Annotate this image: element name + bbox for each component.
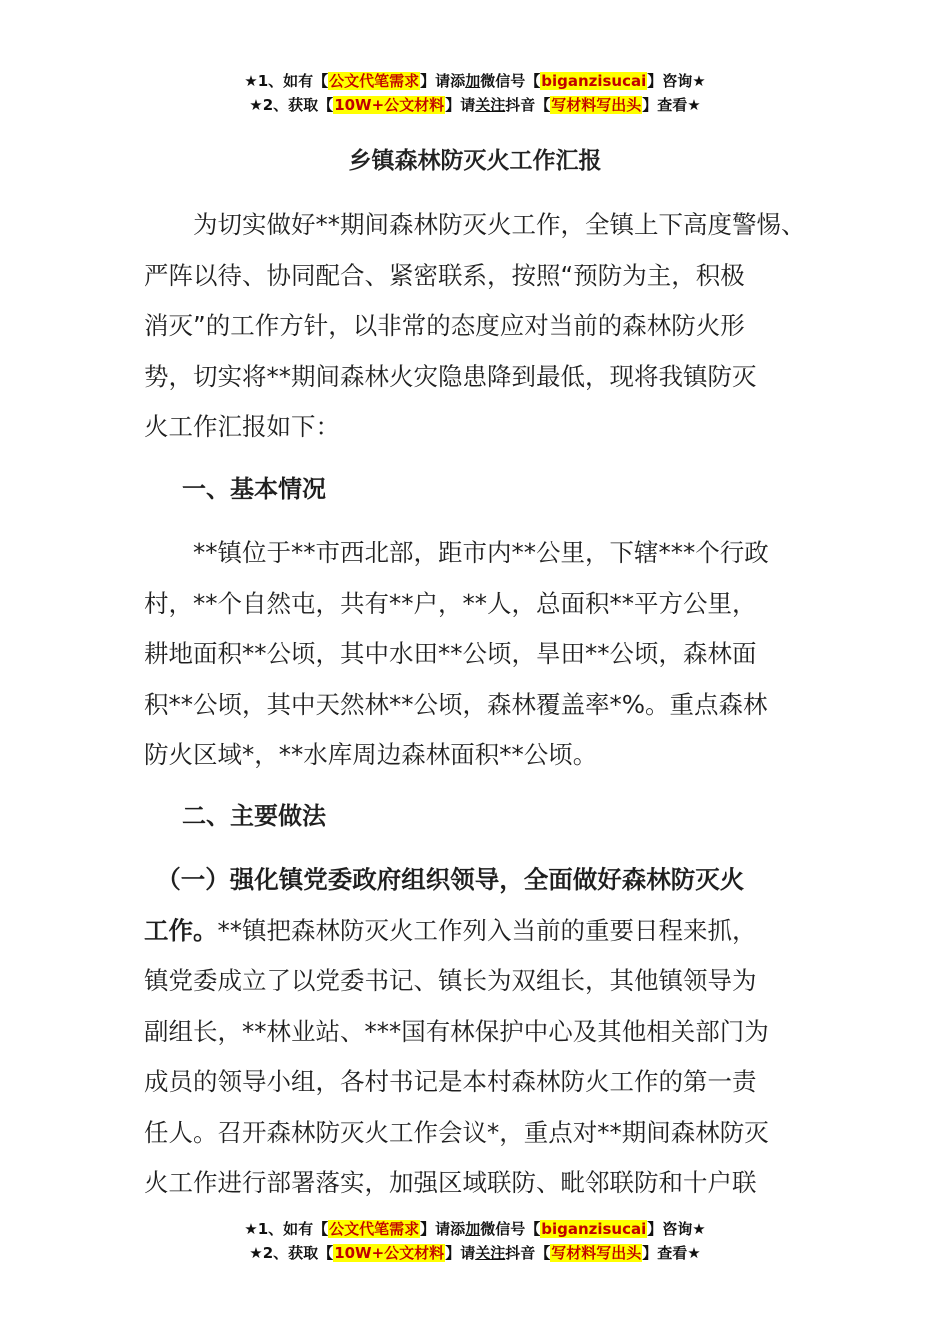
bottom-banner xyxy=(0,1217,950,1265)
banner-highlight: 写材料写出头 xyxy=(551,1244,642,1262)
top-banner xyxy=(0,69,950,117)
banner-line-1 xyxy=(0,69,950,93)
banner-highlight: biganzisucai xyxy=(541,1220,647,1238)
banner-line-2 xyxy=(0,1241,950,1265)
banner-highlight: biganzisucai xyxy=(541,72,647,90)
banner-highlight: 10W+公文材料 xyxy=(334,1244,445,1262)
banner-line-1 xyxy=(0,1217,950,1241)
banner-text: 微信号【 xyxy=(480,1220,541,1238)
paragraph-line: 任人。召开森林防灭火工作会议*，重点对**期间森林防灭 xyxy=(144,1117,769,1147)
subsection-1-paragraph xyxy=(144,855,816,1209)
subsection-heading-end: 工作。 xyxy=(144,915,218,945)
banner-underline: 关注 xyxy=(475,96,506,114)
paragraph-line: 防火区域*，**水库周边森林面积**公顷。 xyxy=(144,740,598,769)
banner-underline: 关注 xyxy=(475,1244,506,1262)
banner-text: ★1、如有【 xyxy=(244,1220,329,1238)
banner-highlight: 公文代笔需求 xyxy=(329,72,420,90)
paragraph-line: 耕地面积**公顷，其中水田**公顷，旱田**公顷，森林面 xyxy=(144,639,757,668)
banner-text: 】查看★ xyxy=(642,96,701,114)
section-heading-main-practices: 二、主要做法 xyxy=(182,802,326,830)
paragraph-line: 火工作进行部署落实，加强区域联防、毗邻联防和十户联 xyxy=(144,1168,757,1197)
banner-text: 】咨询★ xyxy=(647,1220,706,1238)
basic-situation-paragraph xyxy=(144,528,816,781)
banner-highlight: 写材料写出头 xyxy=(551,96,642,114)
banner-text: 】请 xyxy=(445,96,476,114)
banner-underline: 加 xyxy=(465,1220,481,1238)
paragraph-line: 严阵以待、协同配合、紧密联系，按照“预防为主，积极 xyxy=(144,260,745,290)
banner-text: 微信号【 xyxy=(480,72,541,90)
banner-text: 】请 xyxy=(445,1244,476,1262)
banner-text: ★2、获取【 xyxy=(249,1244,334,1262)
banner-text: 抖音【 xyxy=(505,1244,551,1262)
paragraph-text: **镇把森林防灭火工作列入当前的重要日程来抓， xyxy=(217,915,757,945)
paragraph-line: 积**公顷，其中天然林**公顷，森林覆盖率*%。重点森林 xyxy=(144,689,768,719)
paragraph-line: 势，切实将**期间森林火灾隐患降到最低，现将我镇防灭 xyxy=(144,361,757,391)
paragraph-line: 火工作汇报如下： xyxy=(144,412,340,441)
paragraph-line: 副组长，**林业站、***国有林保护中心及其他相关部门为 xyxy=(144,1016,769,1046)
banner-text: 】咨询★ xyxy=(647,72,706,90)
paragraph-line: 消灭”的工作方针，以非常的态度应对当前的森林防火形 xyxy=(144,311,745,340)
paragraph-line: 镇党委成立了以党委书记、镇长为双组长，其他镇领导为 xyxy=(144,966,757,995)
banner-highlight: 10W+公文材料 xyxy=(334,96,445,114)
paragraph-line: 成员的领导小组，各村书记是本村森林防火工作的第一责 xyxy=(144,1067,757,1096)
paragraph-line xyxy=(144,906,816,957)
banner-text: ★2、获取【 xyxy=(249,96,334,114)
banner-text: 】请添 xyxy=(420,72,466,90)
paragraph-line: 村，**个自然屯，共有**户，**人，总面积**平方公里， xyxy=(144,588,757,618)
banner-highlight: 公文代笔需求 xyxy=(329,1220,420,1238)
banner-underline: 加 xyxy=(465,72,481,90)
banner-text: 】查看★ xyxy=(642,1244,701,1262)
subsection-heading-line: （一）强化镇党委政府组织领导，全面做好森林防灭火 xyxy=(144,865,745,894)
banner-text: 抖音【 xyxy=(505,96,551,114)
intro-paragraph xyxy=(144,200,816,453)
paragraph-line: 为切实做好**期间森林防灭火工作，全镇上下高度警惕、 xyxy=(144,210,806,239)
document-title: 乡镇森林防灭火工作汇报 xyxy=(348,148,602,174)
banner-text: ★1、如有【 xyxy=(244,72,329,90)
paragraph-line: **镇位于**市西北部，距市内**公里，下辖***个行政 xyxy=(144,538,769,567)
banner-text: 】请添 xyxy=(420,1220,466,1238)
banner-line-2 xyxy=(0,93,950,117)
section-heading-basic-situation: 一、基本情况 xyxy=(182,475,326,503)
